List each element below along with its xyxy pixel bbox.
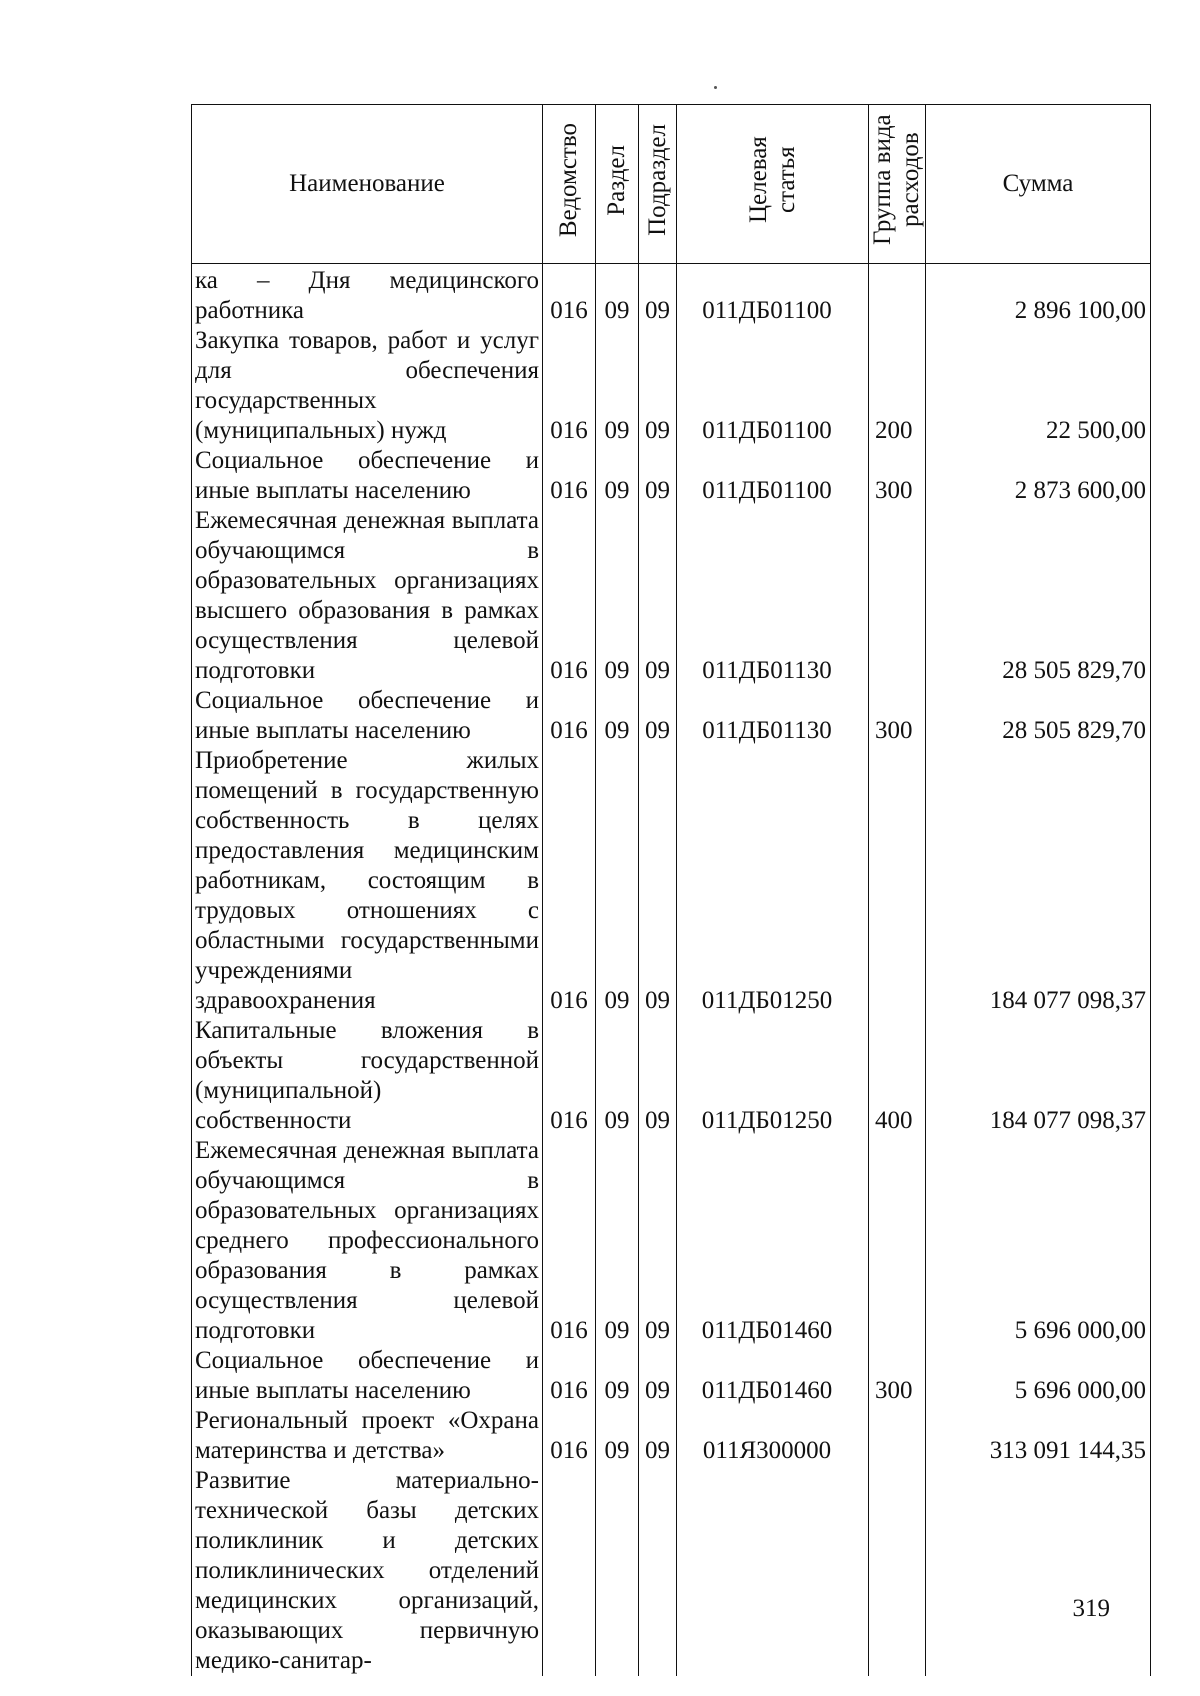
cell-name: Закупка товаров, работ и услуг для обеспечения государственных (муниципальных) нужд bbox=[192, 326, 543, 446]
table-body bbox=[192, 264, 1151, 1677]
cell-vedomstvo: 016 bbox=[543, 746, 596, 1016]
cell-gruppa-vida-rashodov bbox=[869, 506, 926, 686]
cell-vedomstvo: 016 bbox=[543, 1346, 596, 1406]
cell-name: Социальное обеспечение и иные выплаты населению bbox=[192, 446, 543, 506]
cell-summa: 28 505 829,70 bbox=[926, 506, 1151, 686]
cell-vedomstvo: 016 bbox=[543, 1406, 596, 1466]
cell-summa bbox=[926, 1466, 1151, 1676]
table-row bbox=[192, 506, 1151, 686]
cell-razdel: 09 bbox=[596, 506, 639, 686]
cell-name: Ежемесячная денежная выплата обучающимся в образовательных организациях высшего образования в рамках осуществления целевой подготовки bbox=[192, 506, 543, 686]
cell-celevaya-statya: 011ДБ01100 bbox=[677, 446, 869, 506]
header-podrazdel bbox=[639, 105, 677, 264]
cell-razdel bbox=[596, 1466, 639, 1676]
table-row bbox=[192, 1016, 1151, 1136]
cell-vedomstvo: 016 bbox=[543, 1016, 596, 1136]
cell-gruppa-vida-rashodov bbox=[869, 1466, 926, 1676]
cell-summa: 5 696 000,00 bbox=[926, 1346, 1151, 1406]
cell-gruppa-vida-rashodov: 300 bbox=[869, 446, 926, 506]
cell-name: Региональный проект «Охрана материнства и детства» bbox=[192, 1406, 543, 1466]
cell-celevaya-statya: 011ДБ01460 bbox=[677, 1136, 869, 1346]
table-row bbox=[192, 446, 1151, 506]
cell-podrazdel: 09 bbox=[639, 1346, 677, 1406]
cell-podrazdel bbox=[639, 1466, 677, 1676]
cell-gruppa-vida-rashodov bbox=[869, 264, 926, 327]
scan-dot bbox=[714, 86, 717, 89]
cell-podrazdel: 09 bbox=[639, 686, 677, 746]
cell-razdel: 09 bbox=[596, 686, 639, 746]
cell-podrazdel: 09 bbox=[639, 1406, 677, 1466]
cell-celevaya-statya: 011Я300000 bbox=[677, 1406, 869, 1466]
cell-celevaya-statya: 011ДБ01460 bbox=[677, 1346, 869, 1406]
cell-name: Капитальные вложения в объекты государственной (муниципальной) собственности bbox=[192, 1016, 543, 1136]
page-number: 319 bbox=[1072, 1595, 1110, 1622]
cell-razdel: 09 bbox=[596, 1406, 639, 1466]
cell-vedomstvo: 016 bbox=[543, 506, 596, 686]
cell-gruppa-vida-rashodov bbox=[869, 746, 926, 1016]
table-header-row bbox=[192, 105, 1151, 264]
cell-razdel: 09 bbox=[596, 746, 639, 1016]
cell-name: Приобретение жилых помещений в государственную собственность в целях предоставления медицинским работникам, состоящим в трудовых отношениях с областными государственными учреждениями здравоохранения bbox=[192, 746, 543, 1016]
cell-razdel: 09 bbox=[596, 1016, 639, 1136]
cell-summa: 22 500,00 bbox=[926, 326, 1151, 446]
cell-podrazdel: 09 bbox=[639, 326, 677, 446]
cell-podrazdel: 09 bbox=[639, 1136, 677, 1346]
cell-summa: 184 077 098,37 bbox=[926, 1016, 1151, 1136]
cell-summa: 5 696 000,00 bbox=[926, 1136, 1151, 1346]
cell-gruppa-vida-rashodov: 400 bbox=[869, 1016, 926, 1136]
cell-celevaya-statya: 011ДБ01130 bbox=[677, 506, 869, 686]
table-row bbox=[192, 686, 1151, 746]
cell-podrazdel: 09 bbox=[639, 506, 677, 686]
cell-vedomstvo: 016 bbox=[543, 264, 596, 327]
header-podrazdel-label: Подраздел bbox=[643, 124, 671, 236]
cell-vedomstvo bbox=[543, 1466, 596, 1676]
table-row bbox=[192, 1406, 1151, 1466]
cell-celevaya-statya: 011ДБ01250 bbox=[677, 746, 869, 1016]
cell-name: Ежемесячная денежная выплата обучающимся в образовательных организациях среднего профессионального образования в рамках осуществления целевой подготовки bbox=[192, 1136, 543, 1346]
cell-name: Развитие материально-технической базы детских поликлиник и детских поликлинических отделений медицинских организаций, оказывающих первичную медико-санитар- bbox=[192, 1466, 543, 1676]
table-row bbox=[192, 264, 1151, 327]
cell-summa: 313 091 144,35 bbox=[926, 1406, 1151, 1466]
header-celevaya-statya-label: Целевая статья bbox=[744, 136, 800, 224]
cell-razdel: 09 bbox=[596, 1346, 639, 1406]
cell-celevaya-statya: 011ДБ01130 bbox=[677, 686, 869, 746]
cell-podrazdel: 09 bbox=[639, 264, 677, 327]
cell-celevaya-statya: 011ДБ01100 bbox=[677, 264, 869, 327]
table-row bbox=[192, 746, 1151, 1016]
table-row bbox=[192, 1136, 1151, 1346]
cell-vedomstvo: 016 bbox=[543, 446, 596, 506]
cell-vedomstvo: 016 bbox=[543, 326, 596, 446]
cell-razdel: 09 bbox=[596, 1136, 639, 1346]
header-razdel-label: Раздел bbox=[603, 144, 630, 216]
table-row bbox=[192, 326, 1151, 446]
header-summa: Сумма bbox=[926, 105, 1151, 264]
cell-gruppa-vida-rashodov: 300 bbox=[869, 686, 926, 746]
cell-name: ка – Дня медицинского работника bbox=[192, 264, 543, 327]
cell-celevaya-statya: 011ДБ01100 bbox=[677, 326, 869, 446]
header-name: Наименование bbox=[192, 105, 543, 264]
cell-razdel: 09 bbox=[596, 446, 639, 506]
cell-vedomstvo: 016 bbox=[543, 686, 596, 746]
header-celevaya-statya bbox=[677, 105, 869, 264]
budget-table bbox=[191, 104, 1151, 1676]
cell-podrazdel: 09 bbox=[639, 1016, 677, 1136]
cell-name: Социальное обеспечение и иные выплаты населению bbox=[192, 686, 543, 746]
header-gruppa-label: Группа вида расходов bbox=[869, 114, 924, 246]
cell-gruppa-vida-rashodov: 200 bbox=[869, 326, 926, 446]
cell-podrazdel: 09 bbox=[639, 746, 677, 1016]
cell-name: Социальное обеспечение и иные выплаты населению bbox=[192, 1346, 543, 1406]
cell-razdel: 09 bbox=[596, 326, 639, 446]
cell-gruppa-vida-rashodov bbox=[869, 1136, 926, 1346]
header-razdel bbox=[596, 105, 639, 264]
cell-celevaya-statya bbox=[677, 1466, 869, 1676]
cell-gruppa-vida-rashodov bbox=[869, 1406, 926, 1466]
header-gruppa-vida-rashodov bbox=[869, 105, 926, 264]
cell-summa: 2 873 600,00 bbox=[926, 446, 1151, 506]
cell-summa: 2 896 100,00 bbox=[926, 264, 1151, 327]
header-vedomstvo bbox=[543, 105, 596, 264]
header-vedomstvo-label: Ведомство bbox=[555, 122, 582, 238]
cell-summa: 28 505 829,70 bbox=[926, 686, 1151, 746]
cell-razdel: 09 bbox=[596, 264, 639, 327]
cell-podrazdel: 09 bbox=[639, 446, 677, 506]
cell-vedomstvo: 016 bbox=[543, 1136, 596, 1346]
table-row bbox=[192, 1466, 1151, 1676]
table-row bbox=[192, 1346, 1151, 1406]
cell-gruppa-vida-rashodov: 300 bbox=[869, 1346, 926, 1406]
cell-celevaya-statya: 011ДБ01250 bbox=[677, 1016, 869, 1136]
cell-summa: 184 077 098,37 bbox=[926, 746, 1151, 1016]
